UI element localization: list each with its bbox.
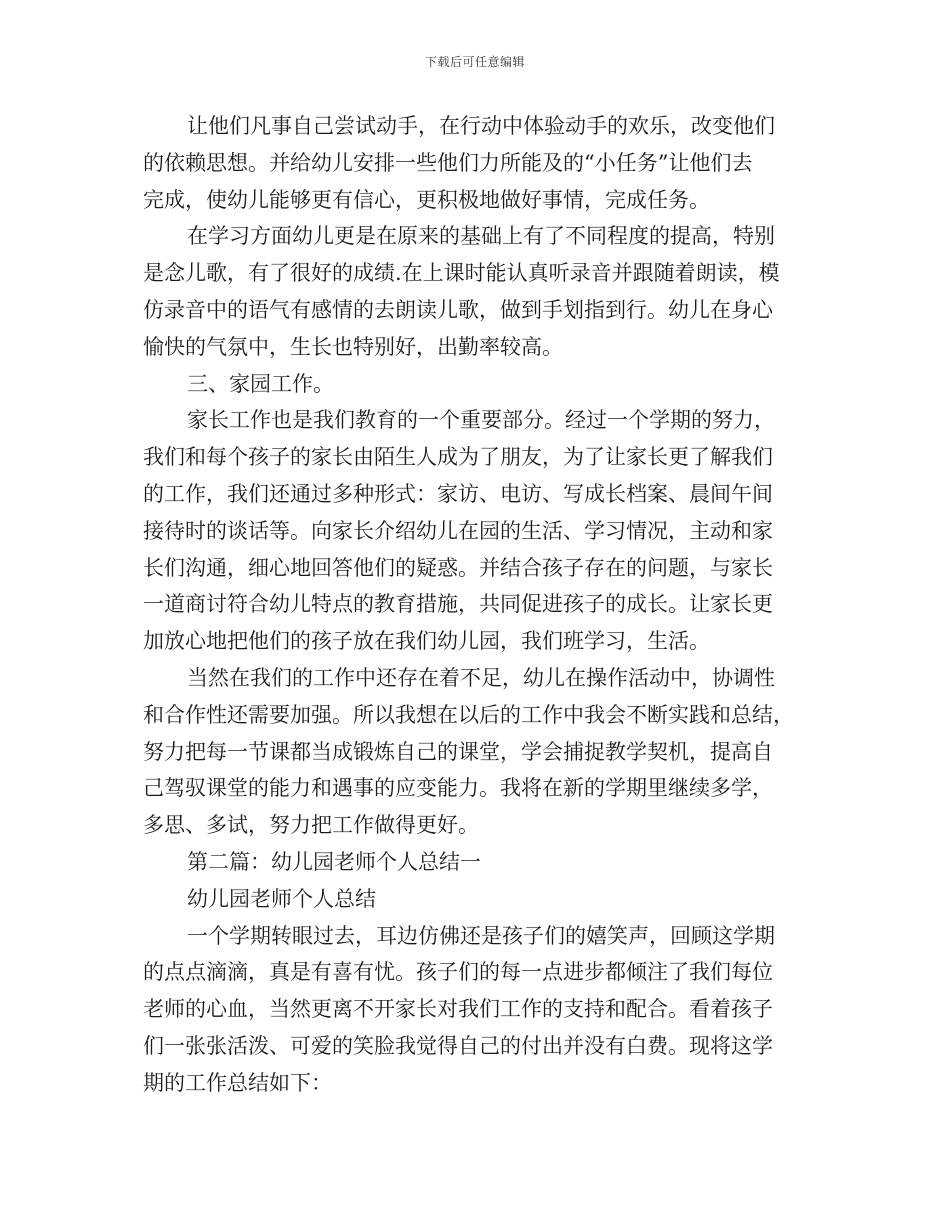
text-line: 幼儿园老师个人总结 [187,886,376,911]
text-line: 努力把每一节课都当成锻炼自己的课堂，学会捕捉教学契机，提高自 [143,739,773,764]
text-line: 一道商讨符合幼儿特点的教育措施，共同促进孩子的成长。让家长更 [143,592,773,617]
text-line: 的依赖思想。并给幼儿安排一些他们力所能及的“小任务”让他们去 [143,150,753,175]
text-line: 完成，使幼儿能够更有信心，更积极地做好事情，完成任务。 [143,187,710,212]
text-line: 和合作性还需要加强。所以我想在以后的工作中我会不断实践和总结， [143,702,794,727]
text-line: 一个学期转眼过去，耳边仿佛还是孩子们的嬉笑声，回顾这学期 [187,923,775,948]
text-line: 加放心地把他们的孩子放在我们幼儿园，我们班学习，生活。 [143,629,710,654]
text-line: 让他们凡事自己尝试动手，在行动中体验动手的欢乐，改变他们 [187,114,775,138]
text-line: 的点点滴滴，真是有喜有忧。孩子们的每一点进步都倾注了我们每位 [143,960,773,985]
text-line: 多思、多试，努力把工作做得更好。 [143,813,479,838]
text-line: 接待时的谈话等。向家长介绍幼儿在园的生活、学习情况，主动和家 [143,518,773,543]
text-line: 三、家园工作。 [187,371,334,396]
text-line: 我们和每个孩子的家长由陌生人成为了朋友，为了让家长更了解我们 [143,445,773,470]
text-line: 期的工作总结如下： [143,1070,332,1095]
text-line: 长们沟通，细心地回答他们的疑惑。并结合孩子存在的问题，与家长 [143,555,773,580]
page-header: 下载后可任意编辑 [424,55,525,69]
text-line: 老师的心血，当然更离不开家长对我们工作的支持和配合。看着孩子 [143,997,773,1022]
text-line: 当然在我们的工作中还存在着不足，幼儿在操作活动中，协调性 [187,665,775,690]
text-line: 是念儿歌，有了很好的成绩.在上课时能认真听录音并跟随着朗读，模 [143,261,780,286]
text-line: 在学习方面幼儿更是在原来的基础上有了不同程度的提高，特别 [187,224,775,249]
text-line: 们一张张活泼、可爱的笑脸我觉得自己的付出并没有白费。现将这学 [143,1033,773,1058]
text-line: 仿录音中的语气有感情的去朗读儿歌，做到手划指到行。幼儿在身心 [143,297,773,322]
text-line: 的工作，我们还通过多种形式：家访、电访、写成长档案、晨间午间 [143,481,773,506]
text-line: 愉快的气氛中，生长也特别好，出勤率较高。 [143,334,563,359]
document-body [143,108,808,1102]
text-line: 第二篇：幼儿园老师个人总结一 [187,849,481,874]
text-line: 家长工作也是我们教育的一个重要部分。经过一个学期的努力， [187,408,775,433]
text-line: 己驾驭课堂的能力和遇事的应变能力。我将在新的学期里继续多学， [143,776,773,801]
